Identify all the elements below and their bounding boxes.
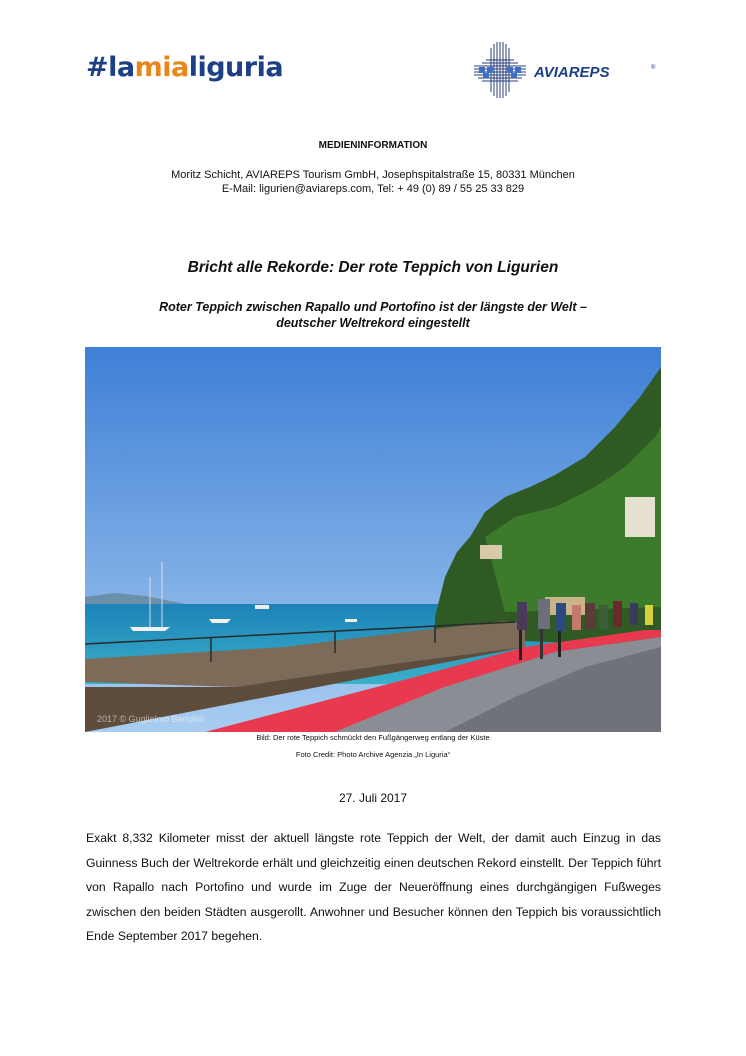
logo-mia: mia	[134, 52, 189, 83]
logo-hash: #	[86, 52, 109, 83]
photo-caption: Bild: Der rote Teppich schmückt den Fußgängerweg entlang der Küste	[256, 733, 490, 742]
lamialiguria-logo	[86, 52, 283, 83]
article-subheadline-line1: Roter Teppich zwischen Rapallo und Portofino ist der längste der Welt –	[159, 300, 587, 314]
logo-la: la	[108, 52, 135, 83]
aviareps-logo	[464, 40, 660, 100]
media-information-title: MEDIENINFORMATION	[318, 140, 428, 151]
photo-watermark: 2017 © Guglielmo Bertolini	[97, 714, 205, 724]
article-subheadline-line2: deutscher Weltrekord eingestellt	[276, 316, 470, 330]
contact-address-line: Moritz Schicht, AVIAREPS Tourism GmbH, Josephspitalstraße 15, 80331 München	[171, 169, 575, 181]
logo-liguria: liguria	[188, 52, 284, 83]
aviareps-wordmark: AVIAREPS	[534, 64, 610, 81]
contact-email-phone-line: E-Mail: ligurien@aviareps.com, Tel: + 49 (0) 89 / 55 25 33 829	[221, 183, 525, 195]
article-body-paragraph: Exakt 8,332 Kilometer misst der aktuell längste rote Teppich der Welt, der damit auch Einzug in das Guinness Buch der Weltrekorde erhält und gleichzeitig einen deutschen Rekord einstellt. Der Teppich führt von Rapallo nach Portofino und wurde im Zuge der Neueröffnung eines durchgängigen Fußweges zwischen den beiden Städten ausgerollt. Anwohner und Besucher können den Teppich bis voraussichtlich Ende September 2017 begehen.	[86, 831, 661, 943]
article-headline: Bricht alle Rekorde: Der rote Teppich von Ligurien	[187, 259, 559, 276]
aviareps-registered-mark: ®	[651, 65, 656, 71]
aviareps-emblem-icon	[464, 40, 660, 100]
red-carpet-photo	[85, 347, 661, 732]
press-release-date: 27. Juli 2017	[338, 791, 408, 805]
photo-credit: Foto Credit: Photo Archive Agenzia „In Liguria“	[295, 750, 451, 759]
